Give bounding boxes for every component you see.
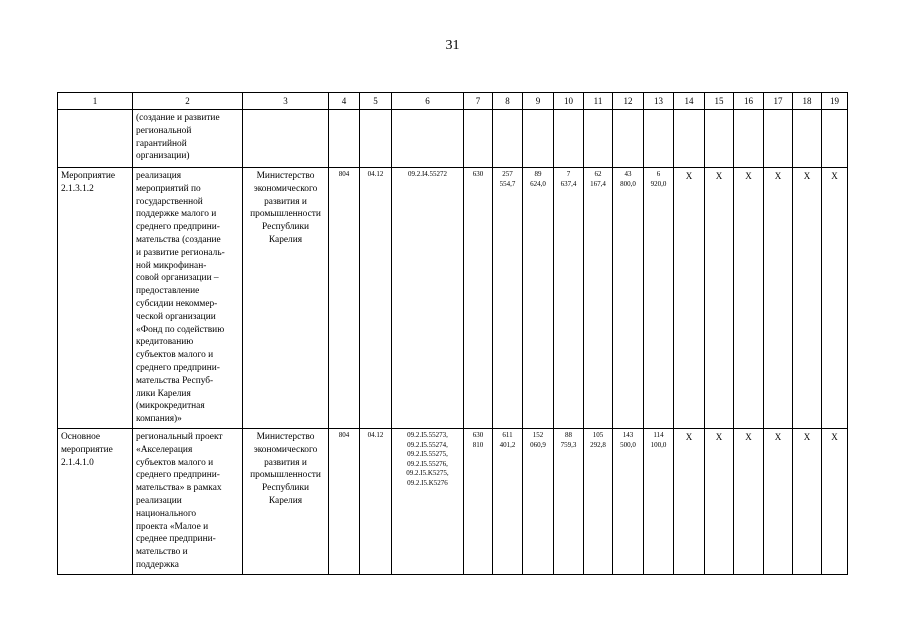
cell-line: региональной: [136, 125, 192, 136]
cell-col-12: [613, 110, 644, 168]
cell-line: 804: [338, 430, 350, 439]
cell-col-16: Х: [734, 428, 764, 574]
column-header: 9: [523, 93, 554, 110]
cell-col-15: [705, 110, 734, 168]
column-header: 18: [793, 93, 822, 110]
cell-line: среднего предприни-: [136, 362, 220, 373]
cell-line: 554,7: [499, 179, 516, 188]
cell-line: Карелия: [268, 495, 303, 506]
cell-line: Карелия: [268, 234, 303, 245]
cell-col-13: [644, 428, 674, 574]
cell-line: 257: [502, 170, 513, 178]
cell-line: региональный проект: [136, 431, 223, 442]
column-header: 4: [329, 93, 360, 110]
cell-col-16: Х: [734, 168, 764, 429]
column-header: 6: [392, 93, 464, 110]
cell-line: мательства» в рамках: [136, 483, 222, 494]
cell-line: экономического: [253, 183, 318, 194]
cell-col-1: [58, 168, 133, 429]
cell-line: 7: [566, 170, 571, 178]
cell-col-12: [613, 428, 644, 574]
cell-col-19: Х: [822, 428, 848, 574]
cell-col-1: [58, 428, 133, 574]
cell-line: 759,3: [560, 440, 577, 449]
cell-line: развития и: [264, 196, 307, 207]
cell-col-18: Х: [793, 428, 822, 574]
column-header: 10: [554, 93, 584, 110]
cell-line: Основное: [61, 431, 101, 442]
cell-line: «Фонд по содействию: [136, 324, 225, 335]
cell-col-8: [493, 110, 523, 168]
cell-col-2: [133, 110, 243, 168]
cell-line: 114: [653, 430, 664, 439]
cell-line: 637,4: [560, 179, 577, 188]
cell-line: 152: [532, 430, 544, 439]
cell-col-18: Х: [793, 168, 822, 429]
cell-line: 6: [656, 170, 661, 178]
cell-line: гарантийной: [136, 138, 187, 149]
cell-col-15: Х: [705, 168, 734, 429]
cell-line: субъектов малого и: [136, 350, 214, 361]
cell-col-3: [243, 168, 329, 429]
cell-line: 292,8: [590, 440, 606, 449]
cell-line: среднее предприни-: [136, 534, 216, 545]
cell-col-9: [523, 110, 554, 168]
cell-line: среднего предприни-: [136, 222, 220, 233]
cell-line: развития и: [264, 457, 307, 468]
cell-line: компания)»: [136, 414, 182, 425]
cell-line: субъектов малого и: [136, 457, 214, 468]
cell-line: организации): [136, 151, 190, 162]
table-row: [58, 110, 848, 168]
cell-col-10: [554, 428, 584, 574]
column-header: 13: [644, 93, 674, 110]
cell-col-6: [392, 168, 464, 429]
cell-line: (микрокредитная: [136, 401, 205, 412]
cell-line: 89: [534, 170, 542, 178]
column-header: 16: [734, 93, 764, 110]
cell-col-7: [464, 428, 493, 574]
cell-col-7: [464, 110, 493, 168]
cell-line: среднего предприни-: [136, 470, 220, 481]
cell-col-11: [584, 168, 613, 429]
cell-col-5: [360, 110, 392, 168]
cell-line: 500,0: [620, 440, 636, 449]
cell-col-6: [392, 428, 464, 574]
cell-col-3: [243, 110, 329, 168]
cell-col-14: [674, 110, 705, 168]
cell-line: Министерство: [256, 171, 315, 181]
cell-line: промышленности: [250, 470, 321, 481]
cell-line: 09.2.I5.K5275,: [406, 469, 449, 478]
cell-line: предоставление: [136, 286, 200, 297]
cell-line: 04.12: [367, 170, 384, 178]
cell-line: реализация: [136, 171, 182, 181]
column-header: 15: [705, 93, 734, 110]
cell-line: Республики: [261, 222, 310, 233]
cell-col-5: [360, 428, 392, 574]
cell-line: 09.2.I5.55273,: [407, 430, 448, 439]
cell-col-12: [613, 168, 644, 429]
cell-col-2: [133, 428, 243, 574]
cell-col-19: Х: [822, 168, 848, 429]
cell-line: 88: [565, 430, 572, 439]
table-body: [58, 93, 848, 575]
cell-line: мательство и: [136, 547, 188, 558]
cell-col-9: [523, 168, 554, 429]
cell-line: кредитованию: [136, 337, 194, 348]
column-header: 3: [243, 93, 329, 110]
cell-line: Министерство: [256, 431, 315, 442]
budget-table: [57, 92, 848, 575]
cell-col-1: [58, 110, 133, 168]
cell-line: мероприятие: [61, 444, 113, 455]
cell-line: 09.2.I5.55274,: [407, 440, 448, 449]
cell-line: лики Карелия: [136, 388, 191, 399]
column-header: 7: [464, 93, 493, 110]
cell-line: 630: [472, 170, 484, 178]
cell-col-9: [523, 428, 554, 574]
cell-line: 04.12: [367, 430, 384, 439]
cell-line: Мероприятие: [61, 171, 116, 181]
cell-col-8: [493, 428, 523, 574]
cell-line: совой организации –: [136, 273, 219, 284]
cell-col-13: [644, 110, 674, 168]
cell-col-4: [329, 428, 360, 574]
column-header-row: [58, 93, 848, 110]
column-header: 2: [133, 93, 243, 110]
cell-line: мательства (создание: [136, 234, 221, 245]
cell-line: поддержка: [136, 559, 179, 570]
cell-line: 09.2.I5.55276,: [407, 459, 448, 468]
column-header: 12: [613, 93, 644, 110]
cell-col-7: [464, 168, 493, 429]
column-header: 1: [58, 93, 133, 110]
cell-line: 920,0: [650, 179, 667, 188]
cell-line: 2.1.3.1.2: [61, 183, 94, 194]
cell-line: 100,0: [650, 440, 667, 449]
cell-line: 09.2.I5.55275,: [407, 450, 448, 459]
cell-col-11: [584, 110, 613, 168]
cell-line: мательства Респуб-: [136, 375, 214, 386]
cell-col-14: Х: [674, 428, 705, 574]
cell-line: 143: [622, 430, 634, 439]
cell-col-17: Х: [764, 428, 793, 574]
cell-col-8: [493, 168, 523, 429]
cell-line: субсидии некоммер-: [136, 298, 218, 309]
cell-col-4: [329, 168, 360, 429]
cell-col-2: [133, 168, 243, 429]
column-header: 17: [764, 93, 793, 110]
cell-col-15: Х: [705, 428, 734, 574]
cell-line: поддержке малого и: [136, 209, 217, 220]
cell-line: 401,2: [499, 440, 516, 449]
cell-col-3: [243, 428, 329, 574]
cell-line: «Акселерация: [136, 444, 193, 455]
cell-col-17: Х: [764, 168, 793, 429]
cell-line: ной микрофинан-: [136, 260, 207, 271]
cell-line: 630: [472, 430, 484, 439]
cell-line: (создание и развитие: [136, 113, 220, 123]
cell-line: 105: [592, 430, 604, 439]
cell-col-11: [584, 428, 613, 574]
cell-line: 804: [338, 170, 350, 178]
column-header: 8: [493, 93, 523, 110]
cell-col-16: [734, 110, 764, 168]
cell-line: 09.2.I4.55272: [407, 170, 448, 178]
cell-line: ческой организации: [136, 311, 216, 322]
cell-line: промышленности: [250, 209, 321, 220]
cell-line: 2.1.4.1.0: [61, 457, 94, 468]
cell-line: государственной: [136, 196, 203, 207]
cell-line: 09.2.I5.K5276: [407, 478, 448, 487]
cell-col-10: [554, 110, 584, 168]
cell-line: 611: [502, 430, 513, 439]
cell-line: 800,0: [620, 179, 636, 188]
column-header: 11: [584, 93, 613, 110]
cell-line: реализации: [136, 495, 182, 506]
cell-line: 624,0: [530, 179, 546, 188]
cell-col-19: [822, 110, 848, 168]
column-header: 14: [674, 93, 705, 110]
cell-col-17: [764, 110, 793, 168]
cell-col-14: Х: [674, 168, 705, 429]
cell-line: Республики: [261, 483, 310, 494]
cell-col-13: [644, 168, 674, 429]
column-header: 5: [360, 93, 392, 110]
cell-col-6: [392, 110, 464, 168]
cell-col-18: [793, 110, 822, 168]
cell-col-4: [329, 110, 360, 168]
cell-col-10: [554, 168, 584, 429]
page-number: 31: [445, 38, 460, 53]
table-row: [58, 428, 848, 574]
table-row: [58, 168, 848, 429]
cell-line: 62: [594, 170, 602, 178]
cell-line: национального: [136, 508, 197, 519]
cell-line: 167,4: [590, 179, 606, 188]
cell-col-5: [360, 168, 392, 429]
cell-line: и развитие региональ-: [136, 247, 225, 258]
cell-line: проекта «Малое и: [136, 521, 209, 532]
cell-line: 810: [472, 440, 484, 449]
cell-line: мероприятий по: [136, 183, 201, 194]
cell-line: 060,9: [530, 440, 546, 449]
cell-line: экономического: [253, 444, 318, 455]
column-header: 19: [822, 93, 848, 110]
cell-line: 43: [624, 170, 632, 178]
